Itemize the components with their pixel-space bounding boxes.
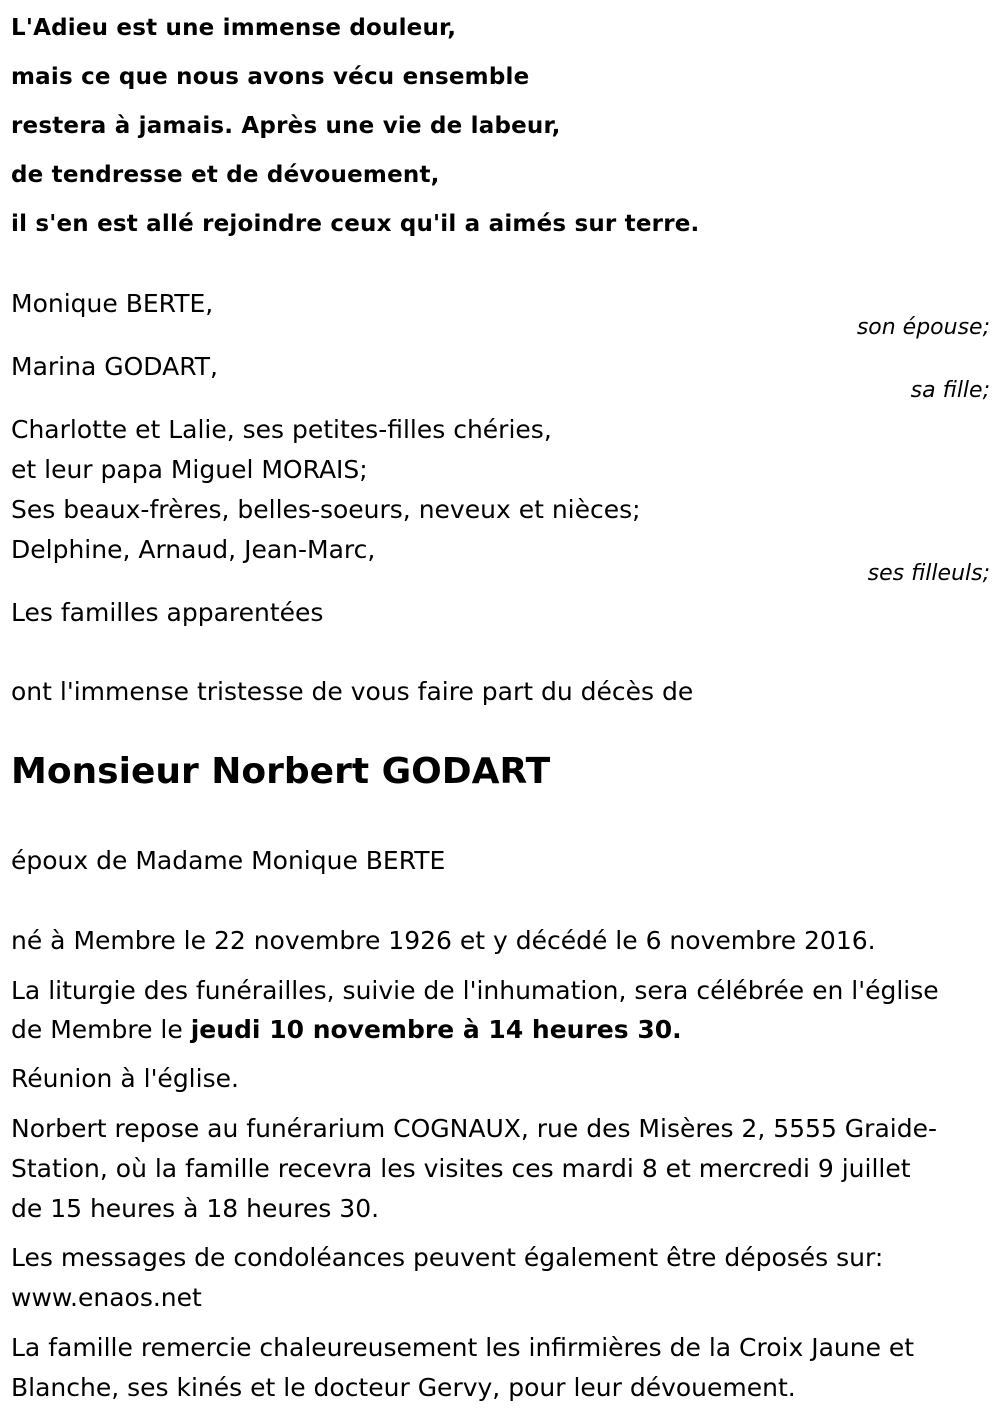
condolences-line: Les messages de condoléances peuvent également être déposés sur:: [11, 1243, 884, 1272]
poem-line-1: L'Adieu est une immense douleur,: [11, 15, 457, 41]
grandchildren-line-2: et leur papa Miguel MORAIS;: [11, 455, 368, 484]
funeral-line-1: La liturgie des funérailles, suivie de l'inhumation, sera célébrée en l'église: [11, 976, 939, 1005]
visitation-line-3: de 15 heures à 18 heures 30.: [11, 1194, 380, 1223]
funeral-line-2: [11, 1015, 682, 1045]
meeting-line: Réunion à l'église.: [11, 1064, 239, 1093]
visitation-line-2: Station, où la famille recevra les visites ces mardi 8 et mercredi 9 juillet: [11, 1154, 911, 1183]
funeral-date: jeudi 10 novembre à 14 heures 30.: [190, 1015, 682, 1044]
poem-line-2: mais ce que nous avons vécu ensemble: [11, 64, 530, 90]
godchildren-names: Delphine, Arnaud, Jean-Marc,: [11, 535, 376, 564]
thanks-line-1: La famille remercie chaleureusement les infirmières de la Croix Jaune et: [11, 1333, 915, 1362]
visitation-line-1: Norbert repose au funérarium COGNAUX, rue des Misères 2, 5555 Graide-: [11, 1114, 937, 1143]
daughter-name: Marina GODART,: [11, 352, 218, 381]
daughter-role: sa fille;: [910, 378, 990, 403]
spouse-of: époux de Madame Monique BERTE: [11, 846, 446, 875]
poem-line-4: de tendresse et de dévouement,: [11, 162, 440, 188]
condolences-website[interactable]: www.enaos.net: [11, 1283, 202, 1312]
born-died: né à Membre le 22 novembre 1926 et y décédé le 6 novembre 2016.: [11, 926, 876, 955]
spouse-role: son épouse;: [856, 315, 990, 340]
poem-line-3: restera à jamais. Après une vie de labeur,: [11, 113, 561, 139]
announcement: ont l'immense tristesse de vous faire part du décès de: [11, 677, 694, 706]
in-laws-line: Ses beaux-frères, belles-soeurs, neveux et nièces;: [11, 495, 641, 524]
poem-line-5: il s'en est allé rejoindre ceux qu'il a aimés sur terre.: [11, 211, 700, 237]
grandchildren-line-1: Charlotte et Lalie, ses petites-filles chéries,: [11, 415, 552, 444]
thanks-line-2: Blanche, ses kinés et le docteur Gervy, pour leur dévouement.: [11, 1373, 796, 1402]
funeral-date-prefix: de Membre le: [11, 1015, 191, 1044]
related-families: Les familles apparentées: [11, 598, 324, 627]
spouse-name: Monique BERTE,: [11, 289, 214, 318]
deceased-name: Monsieur Norbert GODART: [11, 751, 551, 792]
godchildren-role: ses filleuls;: [867, 561, 990, 586]
